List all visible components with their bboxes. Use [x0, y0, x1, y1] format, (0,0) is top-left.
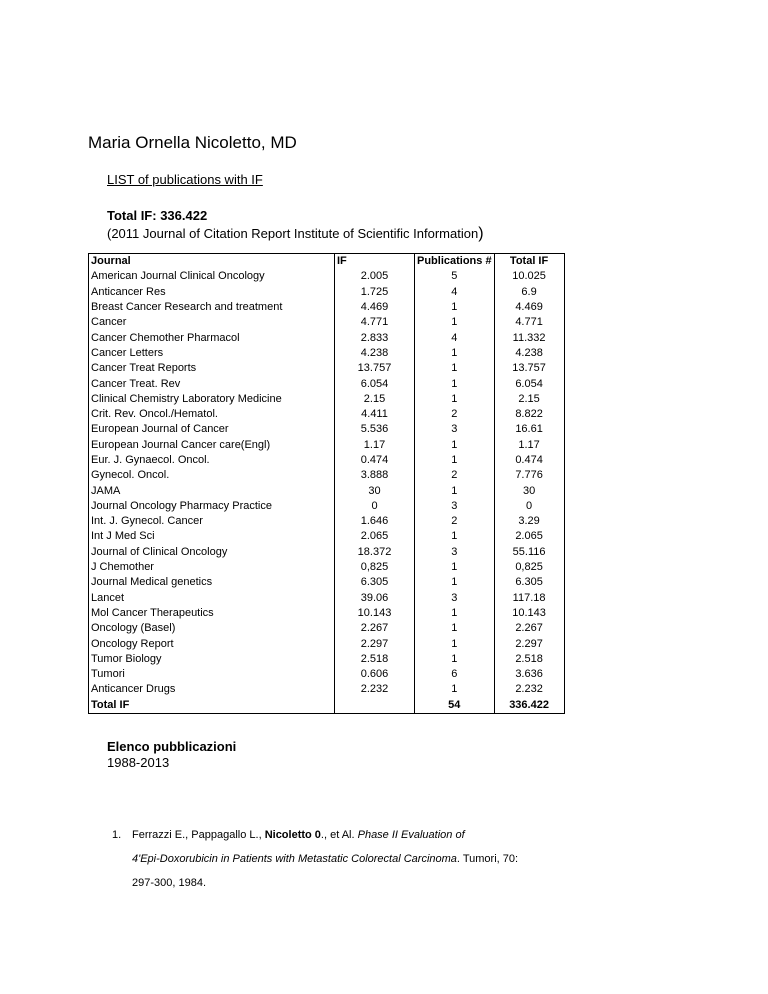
- cell-publications: 1: [415, 606, 495, 621]
- table-row: [89, 453, 565, 468]
- cell-journal: Tumori: [89, 667, 335, 682]
- cell-if: 10.143: [335, 606, 415, 621]
- cell-total-if: 10.143: [494, 606, 564, 621]
- cell-journal: Crit. Rev. Oncol./Hematol.: [89, 407, 335, 422]
- cell-if: 6.305: [335, 575, 415, 590]
- cell-journal: Eur. J. Gynaecol. Oncol.: [89, 453, 335, 468]
- cell-if: 0,825: [335, 560, 415, 575]
- cell-journal: Journal Oncology Pharmacy Practice: [89, 499, 335, 514]
- total-if-value: 336.422: [494, 698, 564, 714]
- cell-total-if: 10.025: [494, 269, 564, 284]
- cell-publications: 1: [415, 300, 495, 315]
- elenco-years: 1988-2013: [107, 755, 170, 770]
- cell-total-if: 11.332: [494, 330, 564, 345]
- cell-publications: 1: [415, 483, 495, 498]
- publication-highlight-author: Nicoletto 0: [264, 829, 321, 841]
- table-row: [89, 652, 565, 667]
- header-publications: Publications #: [415, 254, 495, 270]
- cell-publications: 3: [415, 545, 495, 560]
- cell-journal: Oncology Report: [89, 636, 335, 651]
- table-row: [89, 560, 565, 575]
- table-row: [89, 300, 565, 315]
- cell-publications: 2: [415, 407, 495, 422]
- cell-total-if: 7.776: [494, 468, 564, 483]
- list-title: LIST of publications with IF: [107, 172, 263, 187]
- publication-pages-year: 297-300, 1984.: [132, 877, 207, 889]
- cell-journal: Gynecol. Oncol.: [89, 468, 335, 483]
- cell-total-if: 2.297: [494, 636, 564, 651]
- cell-if: 4.469: [335, 300, 415, 315]
- table-row: [89, 392, 565, 407]
- cell-publications: 6: [415, 667, 495, 682]
- table-header-row: [89, 254, 565, 270]
- cell-publications: 1: [415, 575, 495, 590]
- cell-publications: 1: [415, 636, 495, 651]
- cell-if: 1.17: [335, 438, 415, 453]
- cell-total-if: 0.474: [494, 453, 564, 468]
- cell-if: 2.232: [335, 682, 415, 697]
- cell-publications: 1: [415, 376, 495, 391]
- cell-if: 0: [335, 499, 415, 514]
- cell-if: 4.771: [335, 315, 415, 330]
- publication-number: 1.: [112, 829, 122, 841]
- elenco-title: Elenco pubblicazioni: [107, 739, 237, 754]
- cell-if: 30: [335, 483, 415, 498]
- cell-journal: Journal Medical genetics: [89, 575, 335, 590]
- cell-publications: 3: [415, 422, 495, 437]
- cell-publications: 2: [415, 514, 495, 529]
- cell-publications: 1: [415, 453, 495, 468]
- table-row: [89, 621, 565, 636]
- cell-publications: 4: [415, 330, 495, 345]
- cell-if: 0.474: [335, 453, 415, 468]
- publication-line-2: [112, 847, 712, 871]
- cell-publications: 5: [415, 269, 495, 284]
- impact-factor-table-body: [89, 254, 565, 714]
- source-text: (2011 Journal of Citation Report Institute of Scientific Information: [107, 226, 479, 241]
- publication-item-1: [112, 823, 712, 895]
- cell-total-if: 2.15: [494, 392, 564, 407]
- cell-journal: European Journal of Cancer: [89, 422, 335, 437]
- cell-total-if: 2.065: [494, 529, 564, 544]
- cell-total-if: 30: [494, 483, 564, 498]
- cell-total-if: 55.116: [494, 545, 564, 560]
- cell-journal: Cancer Treat. Rev: [89, 376, 335, 391]
- cell-total-if: 2.267: [494, 621, 564, 636]
- cell-if: 2.518: [335, 652, 415, 667]
- table-row: [89, 545, 565, 560]
- cell-journal: Journal of Clinical Oncology: [89, 545, 335, 560]
- header-total-if: Total IF: [494, 254, 564, 270]
- cell-if: 2.005: [335, 269, 415, 284]
- table-row: [89, 468, 565, 483]
- table-row: [89, 438, 565, 453]
- cell-if: 2.065: [335, 529, 415, 544]
- cell-if: 1.646: [335, 514, 415, 529]
- cell-journal: Int. J. Gynecol. Cancer: [89, 514, 335, 529]
- table-row: [89, 330, 565, 345]
- cell-total-if: 3.29: [494, 514, 564, 529]
- cell-publications: 3: [415, 499, 495, 514]
- cell-if: 2.833: [335, 330, 415, 345]
- cell-journal: Breast Cancer Research and treatment: [89, 300, 335, 315]
- cell-total-if: 6.305: [494, 575, 564, 590]
- cell-total-if: 2.232: [494, 682, 564, 697]
- cell-publications: 1: [415, 621, 495, 636]
- publication-authors-etal: ., et Al.: [320, 829, 358, 841]
- cell-if: 2.267: [335, 621, 415, 636]
- table-row: [89, 315, 565, 330]
- cell-total-if: 4.469: [494, 300, 564, 315]
- cell-publications: 1: [415, 682, 495, 697]
- cell-journal: Cancer Letters: [89, 346, 335, 361]
- cell-if: 1.725: [335, 285, 415, 300]
- table-row: [89, 361, 565, 376]
- table-row: [89, 667, 565, 682]
- total-label: Total IF: [89, 698, 335, 714]
- cell-if: 0.606: [335, 667, 415, 682]
- source-close: ): [478, 225, 484, 242]
- cell-journal: Lancet: [89, 591, 335, 606]
- total-if-heading: Total IF: 336.422: [107, 208, 208, 223]
- header-journal: Journal: [89, 254, 335, 270]
- cell-journal: Anticancer Res: [89, 285, 335, 300]
- cell-total-if: 1.17: [494, 438, 564, 453]
- cell-publications: 1: [415, 529, 495, 544]
- cell-journal: American Journal Clinical Oncology: [89, 269, 335, 284]
- total-publications: 54: [415, 698, 495, 714]
- cell-if: 6.054: [335, 376, 415, 391]
- cell-publications: 4: [415, 285, 495, 300]
- cell-journal: Cancer Chemother Pharmacol: [89, 330, 335, 345]
- cell-publications: 1: [415, 392, 495, 407]
- cell-publications: 1: [415, 438, 495, 453]
- cell-publications: 2: [415, 468, 495, 483]
- cell-total-if: 4.771: [494, 315, 564, 330]
- table-row: [89, 606, 565, 621]
- table-row: [89, 422, 565, 437]
- author-name: Maria Ornella Nicoletto, MD: [88, 133, 297, 152]
- cell-if: 2.297: [335, 636, 415, 651]
- table-row: [89, 346, 565, 361]
- cell-if: 5.536: [335, 422, 415, 437]
- cell-publications: 1: [415, 361, 495, 376]
- cell-if: 4.238: [335, 346, 415, 361]
- cell-journal: Anticancer Drugs: [89, 682, 335, 697]
- cell-journal: Cancer Treat Reports: [89, 361, 335, 376]
- cell-journal: J Chemother: [89, 560, 335, 575]
- publication-title-part-2: 4'Epi-Doxorubicin in Patients with Metastatic Colorectal Carcinoma: [132, 853, 457, 865]
- cell-publications: 3: [415, 591, 495, 606]
- cell-total-if: 6.054: [494, 376, 564, 391]
- header-if: IF: [335, 254, 415, 270]
- cell-if: 2.15: [335, 392, 415, 407]
- cell-if: 13.757: [335, 361, 415, 376]
- cell-total-if: 4.238: [494, 346, 564, 361]
- cell-journal: Int J Med Sci: [89, 529, 335, 544]
- table-row: [89, 591, 565, 606]
- table-row: [89, 575, 565, 590]
- publication-journal: . Tumori, 70:: [456, 853, 519, 865]
- cell-total-if: 13.757: [494, 361, 564, 376]
- cell-total-if: 0,825: [494, 560, 564, 575]
- cell-journal: European Journal Cancer care(Engl): [89, 438, 335, 453]
- cell-total-if: 0: [494, 499, 564, 514]
- cell-journal: Tumor Biology: [89, 652, 335, 667]
- table-row: [89, 682, 565, 697]
- cell-journal: Oncology (Basel): [89, 621, 335, 636]
- cell-if: 3.888: [335, 468, 415, 483]
- cell-journal: Clinical Chemistry Laboratory Medicine: [89, 392, 335, 407]
- table-row: [89, 407, 565, 422]
- table-row: [89, 499, 565, 514]
- cell-publications: 1: [415, 315, 495, 330]
- cell-if: 39.06: [335, 591, 415, 606]
- cell-total-if: 16.61: [494, 422, 564, 437]
- cell-total-if: 3.636: [494, 667, 564, 682]
- table-row: [89, 514, 565, 529]
- cell-publications: 1: [415, 560, 495, 575]
- table-row: [89, 285, 565, 300]
- cell-journal: JAMA: [89, 483, 335, 498]
- publication-line-3: [112, 871, 712, 895]
- cell-total-if: 8.822: [494, 407, 564, 422]
- source-note: [107, 225, 484, 243]
- table-row: [89, 483, 565, 498]
- cell-if: 4.411: [335, 407, 415, 422]
- total-if-blank: [335, 698, 415, 714]
- publication-title-part-1: Phase II Evaluation of: [357, 829, 465, 841]
- cell-total-if: 117.18: [494, 591, 564, 606]
- cell-publications: 1: [415, 652, 495, 667]
- cell-journal: Mol Cancer Therapeutics: [89, 606, 335, 621]
- cell-publications: 1: [415, 346, 495, 361]
- table-row: [89, 529, 565, 544]
- publication-line-1: [112, 823, 712, 847]
- table-row: [89, 269, 565, 284]
- cell-if: 18.372: [335, 545, 415, 560]
- cell-total-if: 6.9: [494, 285, 564, 300]
- table-row: [89, 636, 565, 651]
- table-row: [89, 376, 565, 391]
- table-total-row: [89, 698, 565, 714]
- cell-journal: Cancer: [89, 315, 335, 330]
- publication-authors: Ferrazzi E., Pappagallo L.,: [132, 829, 265, 841]
- impact-factor-table: [88, 253, 565, 714]
- cell-total-if: 2.518: [494, 652, 564, 667]
